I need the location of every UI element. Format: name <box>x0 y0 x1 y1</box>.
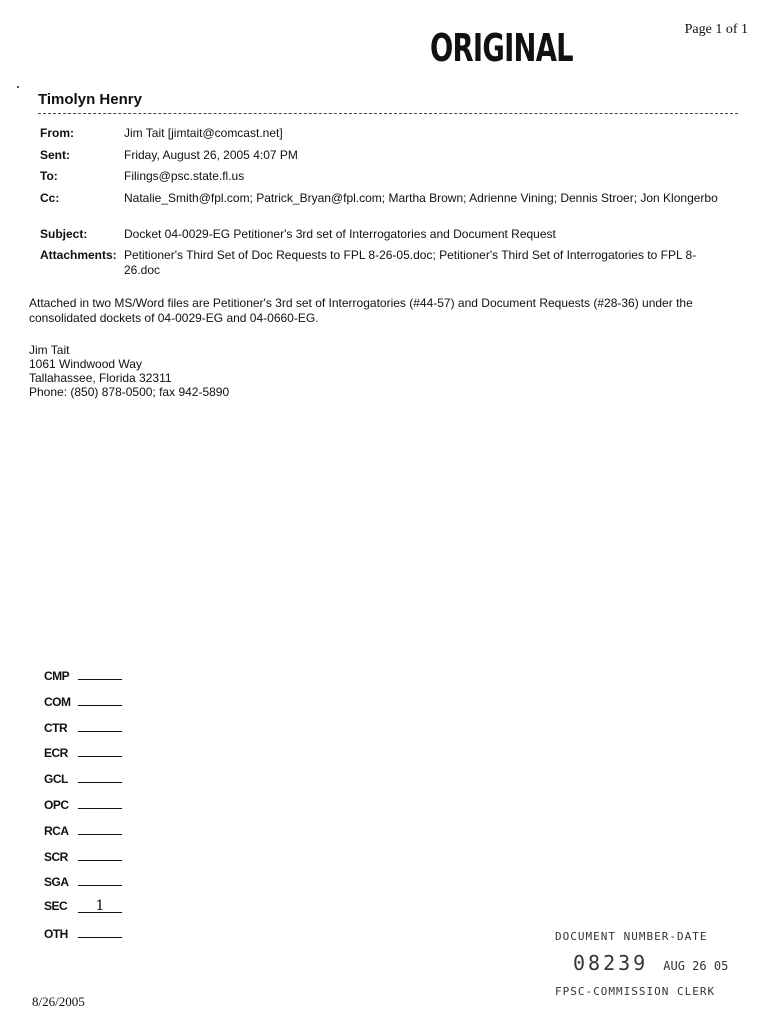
attachments-row <box>40 248 740 278</box>
routing-code-mark-field: 1 <box>78 900 122 913</box>
signature-address-line1: 1061 Windwood Way <box>29 357 142 371</box>
cc-row <box>40 191 740 221</box>
cc-value: Natalie_Smith@fpl.com; Patrick_Bryan@fpl.com; Martha Brown; Adrienne Vining; Dennis Stroer; Jon Klongerbo <box>124 191 718 205</box>
routing-code-mark-field <box>78 796 122 809</box>
to-label: To: <box>40 169 58 183</box>
sent-label: Sent: <box>40 148 70 162</box>
routing-code-row <box>44 770 122 796</box>
routing-codes-list <box>44 667 122 951</box>
footer-date: 8/26/2005 <box>32 994 85 1009</box>
routing-code-mark-field <box>78 873 122 886</box>
routing-code-row <box>44 822 122 848</box>
routing-code-mark-field <box>78 693 122 706</box>
received-stamp-clerk: FPSC-COMMISSION CLERK <box>555 985 716 998</box>
routing-code-label: SGA <box>44 875 69 890</box>
page-number: Page 1 of 1 <box>684 22 748 37</box>
routing-code-label: RCA <box>44 823 69 838</box>
routing-code-mark-field <box>78 822 122 835</box>
routing-code-mark-field <box>78 925 122 938</box>
cc-label: Cc: <box>40 191 60 205</box>
routing-code-row <box>44 719 122 745</box>
subject-label: Subject: <box>40 227 88 241</box>
sent-row <box>40 148 740 163</box>
routing-code-row <box>44 899 122 925</box>
routing-code-row <box>44 796 122 822</box>
signature-address-line2: Tallahassee, Florida 32311 <box>29 371 172 385</box>
original-stamp: ORIGINAL <box>430 26 573 70</box>
received-stamp-number-line <box>573 951 728 975</box>
routing-code-row <box>44 873 122 899</box>
routing-code-label: ECR <box>44 746 68 761</box>
from-value: Jim Tait [jimtait@comcast.net] <box>124 126 283 140</box>
routing-code-mark-field <box>78 719 122 732</box>
header-divider <box>38 113 738 114</box>
attachments-value: Petitioner's Third Set of Doc Requests to FPL 8-26-05.doc; Petitioner's Third Set of Interrogatories to FPL 8-26.doc <box>124 248 697 277</box>
routing-code-mark-field <box>78 848 122 861</box>
routing-code-label: CMP <box>44 669 70 683</box>
routing-code-row <box>44 848 122 874</box>
routing-code-label: CTR <box>44 720 68 735</box>
routing-code-mark-field <box>78 770 122 783</box>
received-stamp-heading: DOCUMENT NUMBER-DATE <box>555 930 708 943</box>
received-date: AUG 26 05 <box>663 959 729 973</box>
routing-code-row <box>44 693 122 719</box>
routing-code-label: OPC <box>44 797 69 812</box>
from-row <box>40 126 740 141</box>
document-number: 08239 <box>573 951 649 975</box>
signature-phone: Phone: (850) 878-0500; fax 942-5890 <box>29 385 230 399</box>
subject-row <box>40 227 740 242</box>
to-value: Filings@psc.state.fl.us <box>124 169 245 183</box>
routing-code-label: SCR <box>44 849 68 864</box>
signature-block <box>29 343 229 399</box>
routing-code-row <box>44 667 122 693</box>
subject-value: Docket 04-0029-EG Petitioner's 3rd set of Interrogatories and Document Request <box>124 227 556 241</box>
to-row <box>40 169 740 184</box>
routing-code-row <box>44 744 122 770</box>
email-body: Attached in two MS/Word files are Petitioner's 3rd set of Interrogatories (#44-57) and Document Requests (#28-36) under the consolidated dockets of 04-0029-EG and 04-0660-EG. <box>29 296 693 325</box>
routing-code-label: OTH <box>44 926 68 941</box>
sender-header-name: Timolyn Henry <box>38 91 142 108</box>
received-stamp <box>555 930 728 998</box>
from-label: From: <box>40 126 74 140</box>
routing-code-label: SEC <box>44 899 68 914</box>
routing-code-mark-field <box>78 744 122 757</box>
scan-speck <box>17 86 19 88</box>
sent-value: Friday, August 26, 2005 4:07 PM <box>124 148 298 162</box>
routing-code-label: COM <box>44 694 71 709</box>
signature-name: Jim Tait <box>29 343 70 357</box>
routing-code-row <box>44 925 122 951</box>
attachments-label: Attachments: <box>40 248 117 262</box>
routing-code-label: GCL <box>44 772 68 787</box>
routing-code-mark-field <box>78 667 122 680</box>
